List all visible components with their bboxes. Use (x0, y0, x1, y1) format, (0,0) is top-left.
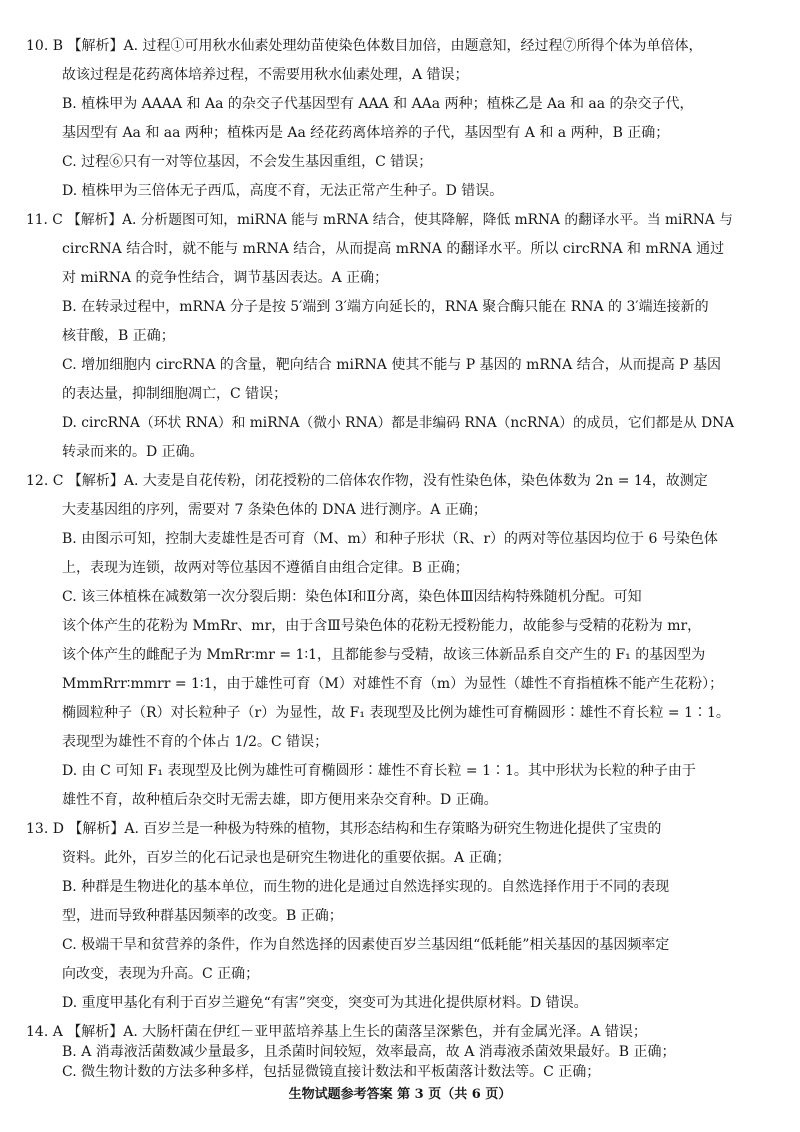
q10-line-6: D. 植株甲为三倍体无子西瓜，高度不育，无法正常产生种子。D 错误。 (62, 183, 504, 199)
q12-line-11: D. 由 C 可知 F₁ 表现型及比例为雄性可育椭圆形∶雄性不育长粒 = 1∶1。其中形状为长粒的种子由于 (62, 763, 696, 779)
q12-line-5: C. 该三体植株在减数第一次分裂后期：染色体Ⅰ和Ⅱ分离，染色体Ⅲ因结构特殊随机分配。可知 (62, 589, 642, 605)
q12-line-6: 该个体产生的花粉为 MmRr、mr，由于含Ⅲ号染色体的花粉无授粉能力，故能参与受精的花粉为 mr， (62, 618, 702, 634)
q12-line-2: 大麦基因组的序列，需要对 7 条染色体的 DNA 进行测序。A 正确； (62, 502, 487, 518)
q11-line-1: 11. C 【解析】A. 分析题图可知，miRNA 能与 mRNA 结合，使其降解，降低 mRNA 的翻译水平。当 miRNA 与 (26, 212, 733, 228)
q12-line-9: 椭圆粒种子（R）对长粒种子（r）为显性，故 F₁ 表现型及比例为雄性可育椭圆形∶雄性不育长粒 = 1∶1。 (62, 705, 730, 721)
q13-line-6: 向改变，表现为升高。C 正确； (62, 966, 260, 982)
q11-line-5: 核苷酸，B 正确； (62, 328, 175, 344)
q14-line-3: C. 微生物计数的方法多种多样，包括显微镜直接计数法和平板菌落计数法等。C 正确； (62, 1064, 601, 1080)
q13-line-3: B. 种群是生物进化的基本单位，而生物的进化是通过自然选择实现的。自然选择作用于不同的表现 (62, 879, 670, 895)
q11-line-2: circRNA 结合时，就不能与 mRNA 结合，从而提高 mRNA 的翻译水平。所以 circRNA 和 mRNA 通过 (62, 241, 725, 257)
q12-line-8: MmmRrr∶mmrr = 1∶1，由于雄性可育（M）对雄性不育（m）为显性（雄性不育指植株不能产生花粉）； (62, 676, 724, 692)
q11-line-9: 转录而来的。D 正确。 (62, 444, 204, 460)
q12-line-10: 表现型为雄性不育的个体占 1/2。C 错误； (62, 734, 329, 750)
q12-line-1: 12. C 【解析】A. 大麦是自花传粉，闭花授粉的二倍体农作物，没有性染色体，染色体数为 2n = 14，故测定 (26, 473, 708, 489)
page-footer: 生物试题参考答案 第 3 页（共 6 页） (288, 1087, 512, 1102)
q13-line-4: 型，进而导致种群基因频率的改变。B 正确； (62, 908, 343, 924)
q13-line-2: 资料。此外，百岁兰的化石记录也是研究生物进化的重要依据。A 正确； (62, 850, 511, 866)
q10-line-1: 10. B 【解析】A. 过程①可用秋水仙素处理幼苗使染色体数目加倍，由题意知，经过程⑦所得个体为单倍体， (26, 38, 703, 54)
q10-line-4: 基因型有 Aa 和 aa 两种；植株丙是 Aa 经花药离体培养的子代，基因型有 A 和 a 两种，B 正确； (62, 125, 670, 141)
q10-line-2: 故该过程是花药离体培养过程，不需要用秋水仙素处理，A 错误； (62, 67, 469, 83)
q12-line-12: 雄性不育，故种植后杂交时无需去雄，即方便用来杂交育种。D 正确。 (62, 792, 498, 808)
q14-line-2: B. A 消毒液活菌数减少量最多，且杀菌时间较短，效率最高，故 A 消毒液杀菌效果最好。B 正确； (62, 1044, 676, 1060)
q11-line-7: 的表达量，抑制细胞凋亡，C 错误； (62, 386, 288, 402)
q12-line-3: B. 由图示可知，控制大麦雄性是否可育（M、m）和种子形状（R、r）的两对等位基因均位于 6 号染色体 (62, 531, 718, 547)
q11-line-3: 对 miRNA 的竞争性结合，调节基因表达。A 正确； (62, 270, 389, 286)
q12-line-4: 上，表现为连锁，故两对等位基因不遵循自由组合定律。B 正确； (62, 560, 469, 576)
q11-line-4: B. 在转录过程中，mRNA 分子是按 5′端到 3′端方向延长的，RNA 聚合酶只能在 RNA 的 3′端连接新的 (62, 299, 709, 315)
q14-line-1: 14. A 【解析】A. 大肠杆菌在伊红－亚甲蓝培养基上生长的菌落呈深紫色，并有金属光泽。A 错误； (26, 1024, 647, 1040)
q10-line-3: B. 植株甲为 AAAA 和 Aa 的杂交子代基因型有 AAA 和 AAa 两种；植株乙是 Aa 和 aa 的杂交子代， (62, 96, 694, 112)
q13-line-5: C. 极端干旱和贫营养的条件，作为自然选择的因素使百岁兰基因组“低耗能”相关基因的基因频率定 (62, 937, 670, 953)
q13-line-7: D. 重度甲基化有利于百岁兰避免“有害”突变，突变可为其进化提供原材料。D 错误。 (62, 995, 588, 1011)
q13-line-1: 13. D 【解析】A. 百岁兰是一种极为特殊的植物，其形态结构和生存策略为研究生物进化提供了宝贵的 (26, 821, 662, 837)
q11-line-6: C. 增加细胞内 circRNA 的含量，靶向结合 miRNA 使其不能与 P 基因的 mRNA 结合，从而提高 P 基因 (62, 357, 722, 373)
q10-line-5: C. 过程⑥只有一对等位基因，不会发生基因重组，C 错误； (62, 154, 433, 170)
q12-line-7: 该个体产生的雌配子为 MmRr∶mr = 1∶1，且都能参与受精，故该三体新品系自交产生的 F₁ 的基因型为 (62, 647, 706, 663)
q11-line-8: D. circRNA（环状 RNA）和 miRNA（微小 RNA）都是非编码 RNA（ncRNA）的成员，它们都是从 DNA (62, 415, 735, 431)
